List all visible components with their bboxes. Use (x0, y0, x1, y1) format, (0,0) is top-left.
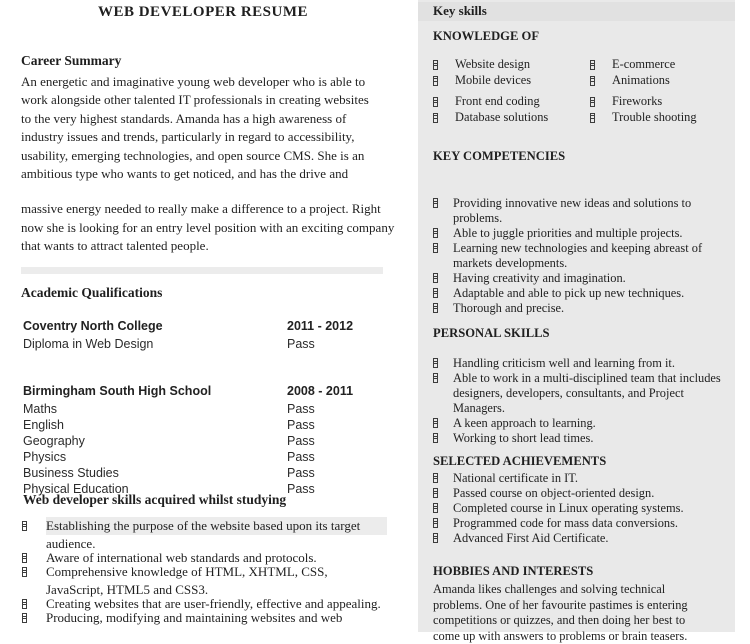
bullet-text: Providing innovative new ideas and solutions to problems. (453, 196, 691, 225)
knowledge-item (590, 57, 720, 73)
knowledge-item (433, 73, 590, 89)
section-divider-bar (21, 267, 383, 274)
list-item (433, 356, 721, 371)
list-item-clipped (22, 609, 387, 627)
education-header-row (23, 318, 387, 334)
tofu-bullet-icon (22, 567, 27, 577)
education-subject-row (23, 449, 387, 465)
subject-name: Geography (23, 433, 287, 449)
left-column (21, 0, 391, 632)
bullet-text-highlighted: Establishing the purpose of the website based upon its target (46, 517, 387, 535)
paragraph-line: ambitious type who wants to get noticed, and has the drive and (21, 165, 391, 183)
school-dates: 2008 - 2011 (287, 383, 353, 399)
education-subject-row (23, 401, 387, 417)
subject-name: Business Studies (23, 465, 287, 481)
knowledge-label: Fireworks (612, 94, 662, 108)
tofu-bullet-icon (433, 488, 438, 498)
knowledge-row (433, 73, 735, 89)
career-summary-paragraph-1 (21, 73, 391, 183)
education-subject-row (23, 417, 387, 433)
tofu-bullet-icon (433, 373, 438, 383)
bullet-text: Thorough and precise. (453, 301, 564, 315)
bullet-text: Handling criticism well and learning from it. (453, 356, 675, 370)
subject-result: Pass (287, 336, 315, 352)
bullet-text: audience. (46, 535, 387, 553)
tofu-bullet-icon (433, 503, 438, 513)
bullet-text: A keen approach to learning. (453, 416, 596, 430)
list-item (22, 517, 387, 553)
paragraph-line: that wants to attract talented people. (21, 237, 391, 255)
personal-skills-heading: PERSONAL SKILLS (433, 326, 735, 341)
paragraph-line: An energetic and imaginative young web developer who is able to (21, 73, 391, 91)
tofu-bullet-icon (590, 76, 595, 86)
tofu-bullet-icon (433, 76, 438, 86)
list-item (433, 516, 721, 531)
career-summary-paragraph-2 (21, 200, 391, 255)
tofu-bullet-icon (433, 228, 438, 238)
tofu-bullet-icon (433, 303, 438, 313)
tofu-bullet-icon (433, 288, 438, 298)
knowledge-item (590, 94, 720, 110)
knowledge-grid (433, 57, 735, 125)
bullet-text: Able to work in a multi-disciplined team that includes designers, developers, consultants, and Project Managers. (453, 371, 721, 415)
tofu-bullet-icon (433, 97, 438, 107)
subject-result: Pass (287, 465, 315, 481)
list-item (433, 431, 721, 446)
list-item (433, 226, 721, 241)
knowledge-label: Database solutions (455, 110, 548, 124)
knowledge-item (590, 110, 720, 126)
knowledge-row (433, 94, 735, 110)
paragraph-line: competitions or quizzes, and then doing her best to (433, 613, 735, 629)
list-item (433, 271, 721, 286)
tofu-bullet-icon (433, 60, 438, 70)
skills-studying-list (22, 517, 387, 627)
subject-result: Pass (287, 401, 315, 417)
tofu-bullet-icon (590, 60, 595, 70)
selected-achievements-list (433, 471, 721, 546)
paragraph-line: problems. One of her favourite pastimes is entering (433, 598, 735, 614)
list-item (433, 241, 721, 271)
knowledge-label: Animations (612, 73, 670, 87)
knowledge-of-heading: KNOWLEDGE OF (433, 29, 735, 44)
career-summary-section (21, 53, 391, 256)
bullet-text: Comprehensive knowledge of HTML, XHTML, CSS, JavaScript, HTML5 and CSS3. (46, 564, 328, 597)
skills-studying-heading: Web developer skills acquired whilst studying (23, 492, 286, 508)
tofu-bullet-icon (433, 243, 438, 253)
hobbies-interests-heading: HOBBIES AND INTERESTS (433, 564, 735, 579)
subject-name: Diploma in Web Design (23, 336, 287, 352)
school-dates: 2011 - 2012 (287, 318, 353, 334)
tofu-bullet-icon (433, 518, 438, 528)
list-item (433, 416, 721, 431)
subject-name: Physical Education (23, 481, 287, 497)
tofu-bullet-icon (22, 553, 27, 563)
career-summary-heading: Career Summary (21, 53, 391, 69)
subject-result: Pass (287, 433, 315, 449)
tofu-bullet-icon (22, 613, 27, 623)
school-name: Coventry North College (23, 318, 287, 334)
paragraph-line: now she is looking for an entry level position with an exciting company (21, 219, 391, 237)
bullet-text: Adaptable and able to pick up new techniques. (453, 286, 684, 300)
paragraph-line: industry issues and trends, particularly in regard to accessibility, (21, 128, 391, 146)
list-item (433, 301, 721, 316)
knowledge-label: E-commerce (612, 57, 675, 71)
paragraph-line-clipped: come up with answers to problems or brain teasers. (433, 629, 735, 644)
list-item (433, 471, 721, 486)
education-high-school-block (23, 383, 387, 497)
tofu-bullet-icon (433, 198, 438, 208)
knowledge-item (433, 57, 590, 73)
bullet-text: Advanced First Aid Certificate. (453, 531, 609, 545)
knowledge-label: Website design (455, 57, 530, 71)
knowledge-item (590, 73, 720, 89)
subject-name: Maths (23, 401, 287, 417)
bullet-text: Completed course in Linux operating systems. (453, 501, 684, 515)
knowledge-item (433, 110, 590, 126)
list-item (433, 501, 721, 516)
knowledge-row (433, 110, 735, 126)
subject-name: Physics (23, 449, 287, 465)
paragraph-line: work alongside other talented IT professionals in creating websites (21, 91, 391, 109)
list-item (433, 531, 721, 546)
subject-result: Pass (287, 449, 315, 465)
tofu-bullet-icon (433, 473, 438, 483)
bullet-text: Able to juggle priorities and multiple projects. (453, 226, 683, 240)
bullet-text: Creating websites that are user-friendly, effective and appealing. (46, 596, 381, 611)
paragraph-line: usability, emerging technologies, and open source CMS. She is an (21, 147, 391, 165)
key-skills-header: Key skills (418, 2, 735, 21)
tofu-bullet-icon (433, 358, 438, 368)
tofu-bullet-icon (433, 433, 438, 443)
bullet-text: Programmed code for mass data conversions. (453, 516, 678, 530)
personal-skills-list (433, 356, 721, 446)
education-subject-row (23, 465, 387, 481)
list-item (433, 371, 721, 416)
knowledge-label: Mobile devices (455, 73, 531, 87)
page-title: WEB DEVELOPER RESUME (21, 4, 385, 21)
subject-result: Pass (287, 481, 315, 497)
subject-name: English (23, 417, 287, 433)
list-item (433, 196, 721, 226)
tofu-bullet-icon (22, 599, 27, 609)
tofu-bullet-icon (433, 533, 438, 543)
academic-qualifications-heading: Academic Qualifications (21, 285, 162, 301)
hobbies-paragraph (433, 582, 735, 644)
education-college-block (23, 318, 387, 352)
paragraph-line: to the very highest standards. Amanda has a high awareness of (21, 110, 391, 128)
bullet-text: Producing, modifying and maintaining websites and web (46, 610, 342, 625)
education-header-row (23, 383, 387, 399)
subject-result: Pass (287, 417, 315, 433)
paragraph-line: massive energy needed to really make a difference to a project. Right (21, 200, 391, 218)
list-item (433, 286, 721, 301)
knowledge-label: Front end coding (455, 94, 540, 108)
bullet-text: Aware of international web standards and protocols. (46, 550, 317, 565)
list-item (22, 563, 387, 599)
tofu-bullet-icon (433, 113, 438, 123)
paragraph-line: Amanda likes challenges and solving technical (433, 582, 735, 598)
bullet-text: Passed course on object-oriented design. (453, 486, 654, 500)
knowledge-item (433, 94, 590, 110)
knowledge-label: Trouble shooting (612, 110, 697, 124)
knowledge-row (433, 57, 735, 73)
tofu-bullet-icon (433, 418, 438, 428)
education-subject-row (23, 336, 387, 352)
list-item (433, 486, 721, 501)
tofu-bullet-icon (590, 113, 595, 123)
key-competencies-list (433, 196, 721, 316)
tofu-bullet-icon (590, 97, 595, 107)
tofu-bullet-icon (433, 273, 438, 283)
bullet-text: National certificate in IT. (453, 471, 578, 485)
bullet-text: Working to short lead times. (453, 431, 593, 445)
education-subject-row (23, 433, 387, 449)
tofu-bullet-icon (22, 521, 27, 531)
selected-achievements-heading: SELECTED ACHIEVEMENTS (433, 454, 735, 469)
key-skills-panel (418, 0, 735, 632)
school-name: Birmingham South High School (23, 383, 287, 399)
bullet-text: Learning new technologies and keeping abreast of markets developments. (453, 241, 702, 270)
key-competencies-heading: KEY COMPETENCIES (433, 149, 735, 164)
bullet-text: Having creativity and imagination. (453, 271, 626, 285)
